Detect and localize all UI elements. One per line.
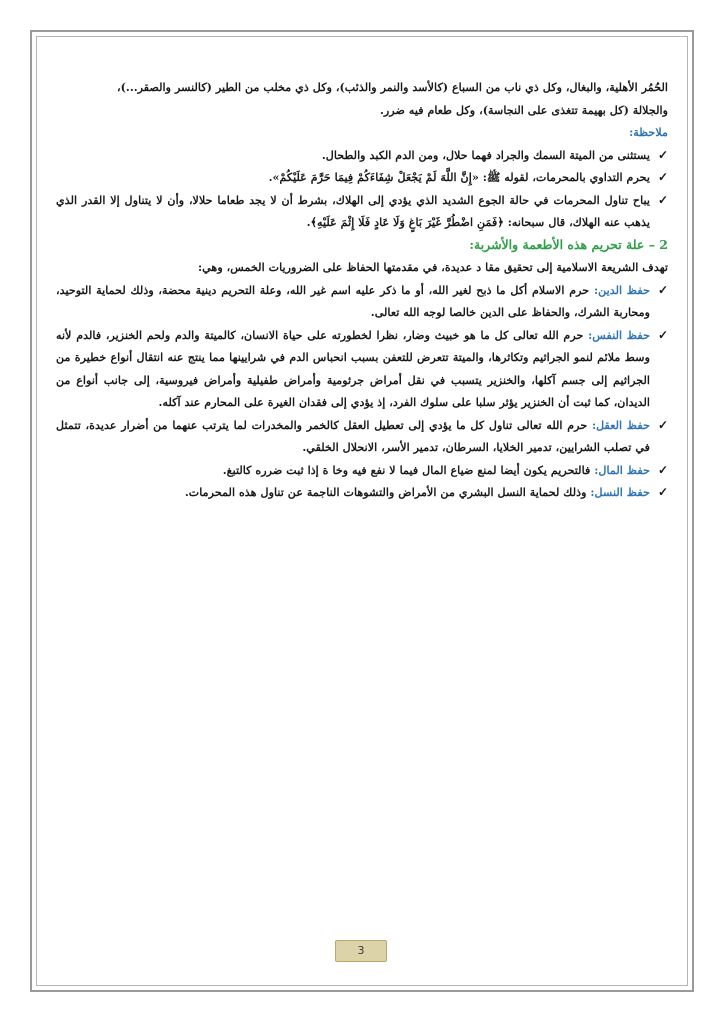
item-label: حفظ النفس:: [588, 327, 650, 342]
item-label: حفظ النسل:: [590, 485, 650, 499]
section-title: 2 – علة تحريم هذه الأطعمة والأشربة:: [469, 236, 668, 252]
notes-list: [56, 144, 668, 234]
list-item: [56, 459, 668, 482]
note-text: يباح تناول المحرمات في حالة الجوع الشديد الذي يؤدي إلى الهلاك، بشرط أن لا يجد طعاما حلالا، وأن لا يتناول إلا القدر الذي يذهب عنه الهلاك، قال سبحانه: ﴿فَمَنِ اضْطُرَّ غَيْرَ بَاغٍ وَلَا عَادٍ فَلَا إِثْمَ عَلَيْهِ﴾.: [56, 192, 650, 229]
section-intro: تهدف الشريعة الاسلامية إلى تحقيق مقا د عديدة، في مقدمتها الحفاظ على الضروريات الخمس، وهي:: [197, 260, 668, 274]
checkmark-icon: ✓: [657, 147, 668, 162]
note-heading: ملاحظة:: [629, 125, 668, 139]
objectives-list: [56, 279, 668, 504]
checkmark-icon: ✓: [657, 417, 668, 432]
list-item: [56, 414, 668, 459]
item-text: فالتحريم يكون أيضا لمنع ضياع المال فيما لا نفع فيه وخا ة إذا ثبت ضرره كالتبغ.: [222, 462, 595, 477]
intro-line-2: والجلالة (كل بهيمة تتغذى على النجاسة)، وكل طعام فيه ضرر.: [379, 102, 668, 117]
list-item: [56, 324, 668, 414]
item-text: حرم الله تعالى تناول كل ما يؤدي إلى تعطيل العقل كالخمر والمخدرات لما يترتب عنهما من أضرار عديدة، تتمثل في تصلب الشرايين، تدمير الخلايا، السرطان، تدمير الأسر، الانحلال الخلقي.: [56, 417, 650, 454]
list-item: [56, 144, 668, 167]
list-item: [56, 189, 668, 234]
item-label: حفظ الدين:: [593, 282, 650, 297]
intro-line-1: الحُمُر الأهلية، والبغال، وكل ذي ناب من السباع (كالأسد والنمر والذئب)، وكل ذي مخلب من الطير (كالنسر والصقر...)،: [117, 80, 668, 94]
list-item: [56, 279, 668, 324]
item-text: حرم الاسلام أكل ما ذبح لغير الله، أو ما ذكر عليه اسم غير الله، وعلة التحريم دينية محضة، وذلك لحماية التوحيد، ومحاربة الشرك، والحفاظ على الدين خالصا لوجه الله تعالى.: [56, 282, 650, 319]
list-item: [56, 481, 668, 504]
checkmark-icon: ✓: [657, 170, 668, 184]
checkmark-icon: ✓: [657, 485, 668, 499]
item-label: حفظ المال:: [594, 462, 650, 477]
item-text: حرم الله تعالى كل ما هو خبيث وضار، نظرا لخطورته على حياة الانسان، كالميتة والدم ولحم الخنزير، فالدم لأنه وسط ملائم لنمو الجراثيم وتكاثرها، والميتة تتعرض للتعفن بسبب انحباس الدم في شرايينها مما ينتج عنه انتقال أنواع خطيرة من الجراثيم إلى جسم آكلها، والخنزير يتسبب في نقل أمراض جرثومية وأمراض طفيلية وأمراض فيروسية، إلى جانب أنواع من الديدان، كما ثبت أن الخنزير يؤثر سلبا على سلوك الفرد، إذ يؤدي إلى فقدان الغيرة على المحارم عند آكله.: [56, 327, 650, 409]
list-item: [56, 166, 668, 189]
item-label: حفظ العقل:: [591, 417, 650, 432]
note-text: يحرم التداوي بالمحرمات، لقوله ﷺ: «إِنَّ اللَّهَ لَمْ يَجْعَلْ شِفَاءَكُمْ فِيمَا حَرَّمَ عَلَيْكُمْ».: [268, 170, 650, 184]
page-number: 3: [335, 940, 387, 962]
item-text: وذلك لحماية النسل البشري من الأمراض والتشوهات الناجمة عن تناول هذه المحرمات.: [184, 485, 591, 499]
checkmark-icon: ✓: [657, 192, 668, 207]
checkmark-icon: ✓: [657, 282, 668, 297]
document-body: [56, 76, 668, 504]
note-text: يستثنى من الميتة السمك والجراد فهما حلال، ومن الدم الكبد والطحال.: [321, 147, 650, 162]
checkmark-icon: ✓: [657, 462, 668, 477]
checkmark-icon: ✓: [657, 327, 668, 342]
